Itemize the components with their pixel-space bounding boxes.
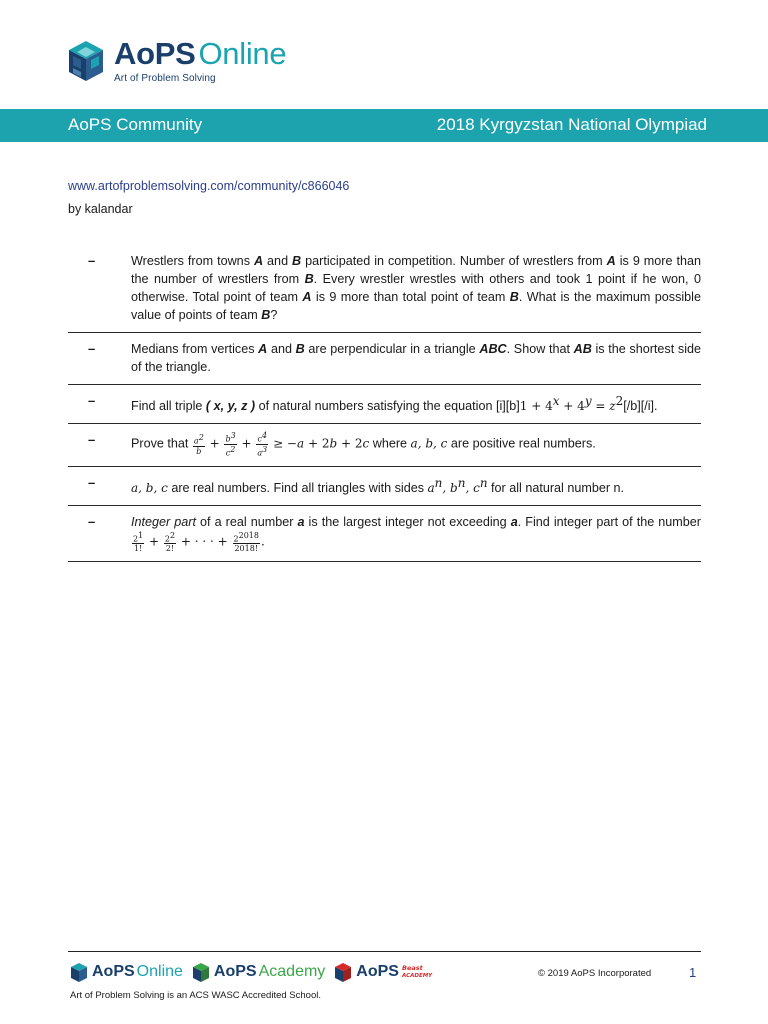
aops-online-logo [67, 37, 286, 93]
footer-logo-name: AoPS [213, 963, 257, 980]
problem-text: Prove that $\frac{a^2}{b}$ + $\frac{b^3}{c^2}$ + $\frac{c^4}{a^3}$ ≥ −a + 2b + 2c where a, b, c are positive real numbers. [131, 431, 596, 458]
beast-academy-wordmark-icon [401, 964, 433, 979]
title-band [0, 109, 768, 142]
footer-logo-name: AoPS [356, 963, 399, 980]
contest-title: 2018 Kyrgyzstan National Olympiad [436, 115, 707, 134]
author-line: by kalandar [68, 202, 133, 216]
beast-academy-wordmark [401, 964, 433, 980]
footer-logo-beast [334, 962, 433, 983]
footer-logo-sub: Academy [258, 963, 326, 980]
footer-logo-academy [192, 962, 325, 983]
aops-cube-icon [70, 962, 88, 983]
svg-text:Beast: Beast [401, 964, 423, 972]
svg-text:ACADEMY: ACADEMY [401, 973, 433, 979]
problem-marker: – [88, 474, 96, 490]
problem-text: Wrestlers from towns A and B participated in competition. Number of wrestlers from A is 9 more than the number of wrestlers from B. Every wrestler wrestles with others and took 1 point if he won, 0 otherwise. Total point of team A is 9 more than total point of team B. What is the maximum possible value of points of team B? [131, 254, 701, 322]
logo-aops-text: AoPS [114, 36, 196, 71]
footer-logo-name: AoPS [92, 963, 135, 980]
academy-cube-icon [192, 962, 210, 983]
problem-text: Find all triple ( x, y, z ) of natural numbers satisfying the equation $[i][b]1 + 4^x + 4^y = z^2[/b][/i]$. [131, 394, 658, 414]
problem-marker: – [88, 513, 96, 529]
page-number: 1 [689, 965, 697, 980]
problem-item [68, 424, 701, 466]
problem-marker: – [88, 341, 96, 356]
beast-cube-icon [334, 962, 352, 983]
footer-divider [68, 951, 701, 952]
footer-logo-sub: Online [136, 963, 183, 980]
problem-item [68, 333, 701, 385]
footer-logo-online [70, 962, 183, 983]
problem-marker: – [88, 393, 96, 408]
community-title: AoPS Community [68, 115, 203, 134]
problem-item [68, 246, 701, 333]
problem-item [68, 385, 701, 424]
problem-list [68, 246, 701, 562]
accreditation-text: Art of Problem Solving is an ACS WASC Accredited School. [70, 990, 321, 1001]
problem-item [68, 467, 701, 506]
copyright-text: © 2019 AoPS Incorporated [538, 968, 652, 979]
problem-marker: – [88, 253, 96, 268]
community-link[interactable]: www.artofproblemsolving.com/community/c866046 [68, 179, 350, 193]
logo-online-text: Online [198, 36, 287, 71]
footer-logos [70, 960, 438, 984]
problem-text: Medians from vertices A and B are perpendicular in a triangle ABC. Show that AB is the shortest side of the triangle. [131, 342, 701, 374]
problem-text: Integer part of a real number a is the largest integer not exceeding a. Find integer part of the number $\frac{2^1}{1!}$ + $\frac{2^2}{2!}$ + · · · + $\frac{2^{2018}}{2018!}$ . [131, 514, 701, 554]
problem-marker: – [88, 432, 96, 448]
problem-item [68, 506, 701, 563]
aops-cube-icon [67, 39, 105, 83]
problem-text: a, b, c are real numbers. Find all triangles with sides $a^n$, $b^n$, $c^n$ for all natural number n. [131, 475, 625, 495]
logo-tagline: Art of Problem Solving [114, 73, 216, 84]
